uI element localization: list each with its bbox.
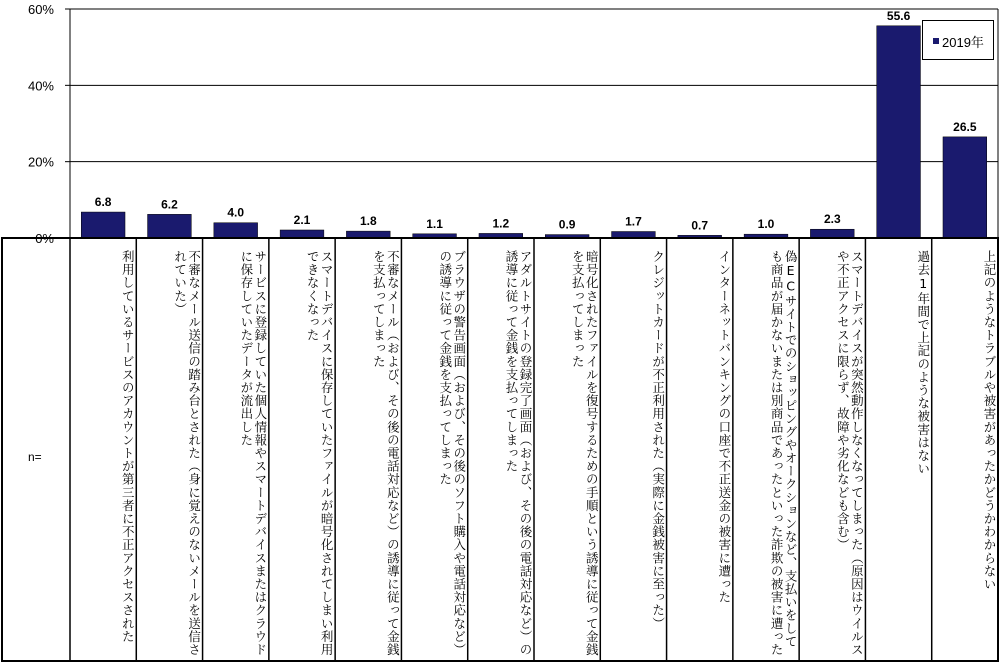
value-label: 4.0 — [227, 205, 245, 220]
legend-swatch — [933, 38, 939, 44]
y-tick-label: 0% — [35, 231, 54, 246]
category-label: 不審なメール送信の踏み台とされた（身に覚えのないメールを送信されていた） — [172, 250, 202, 657]
gridlines — [65, 9, 998, 238]
category-label: 偽ECサイトでのショッピングやオークションなど、支払いをしても商品が届かないまたは別商品であったといった詐欺の被害に遭った — [769, 250, 799, 657]
legend — [922, 20, 994, 60]
value-label: 6.2 — [161, 197, 178, 212]
category-label: インターネットバンキングの口座で不正送金の被害に遭った — [716, 250, 732, 604]
category-label: サービスに登録していた個人情報やスマートデバイスまたはクラウドに保存していたデータが流出した — [238, 250, 268, 657]
y-tick-label: 40% — [27, 78, 54, 94]
value-label: 1.2 — [492, 216, 510, 231]
value-label: 1.8 — [359, 214, 377, 229]
category-label: スマートデバイスが突然動作しなくなってしまった（原因はウイルスや不正アクセスに限らず、故障や劣化なども含む） — [835, 250, 865, 657]
value-label: 26.5 — [953, 119, 977, 134]
value-label: 55.6 — [886, 8, 911, 23]
y-tick-label: 20% — [27, 154, 54, 170]
value-label: 1.1 — [426, 216, 443, 231]
value-label: 6.8 — [94, 195, 112, 210]
category-label: アダルトサイトの登録完了画面（および、その後の電話対応など）の誘導に従って金銭を支払ってしまった — [503, 250, 533, 657]
value-label: 1.0 — [757, 217, 775, 232]
category-label: 過去1年間で上記のような被害はない — [915, 250, 931, 476]
bar — [148, 214, 192, 238]
value-label: 2.1 — [293, 212, 311, 227]
category-label: スマートデバイスに保存していたファイルが暗号化されてしまい利用できなくなった — [305, 250, 335, 657]
y-tick-label: 60% — [27, 2, 54, 17]
bar — [346, 231, 390, 238]
value-labels — [95, 9, 977, 233]
value-label: 0.9 — [558, 217, 576, 232]
value-label: 2.3 — [823, 212, 841, 227]
bar — [81, 212, 125, 238]
category-label: 利用しているサービスのアカウントが第三者に不正アクセスされた — [120, 250, 136, 643]
category-label: 暗号化されたファイルを復号するための手順という誘導に従って金銭を支払ってしまった — [570, 250, 600, 657]
bar — [214, 223, 258, 238]
legend-label: 2019年 — [942, 35, 984, 50]
value-label: 1.7 — [625, 214, 642, 229]
category-label: 不審なメール（および、その後の電話対応など）の誘導に従って金銭を支払ってしまった — [371, 250, 401, 657]
bar — [280, 230, 324, 238]
value-label: 0.7 — [691, 218, 709, 233]
bar — [943, 137, 987, 238]
n-row-label: n= — [28, 450, 42, 464]
y-axis-ticks — [28, 2, 54, 246]
bar — [810, 229, 854, 238]
category-label: クレジットカードが不正利用された（実際に金銭被害に至った） — [650, 250, 666, 630]
category-label: ブラウザの警告画面（および、その後のソフト購入や電話対応など）の誘導に従って金銭を支払ってしまった — [437, 250, 467, 657]
bars — [81, 26, 986, 238]
category-label: 上記のようなトラブルや被害があったかどうかわからない — [981, 250, 997, 591]
bar — [877, 26, 921, 238]
